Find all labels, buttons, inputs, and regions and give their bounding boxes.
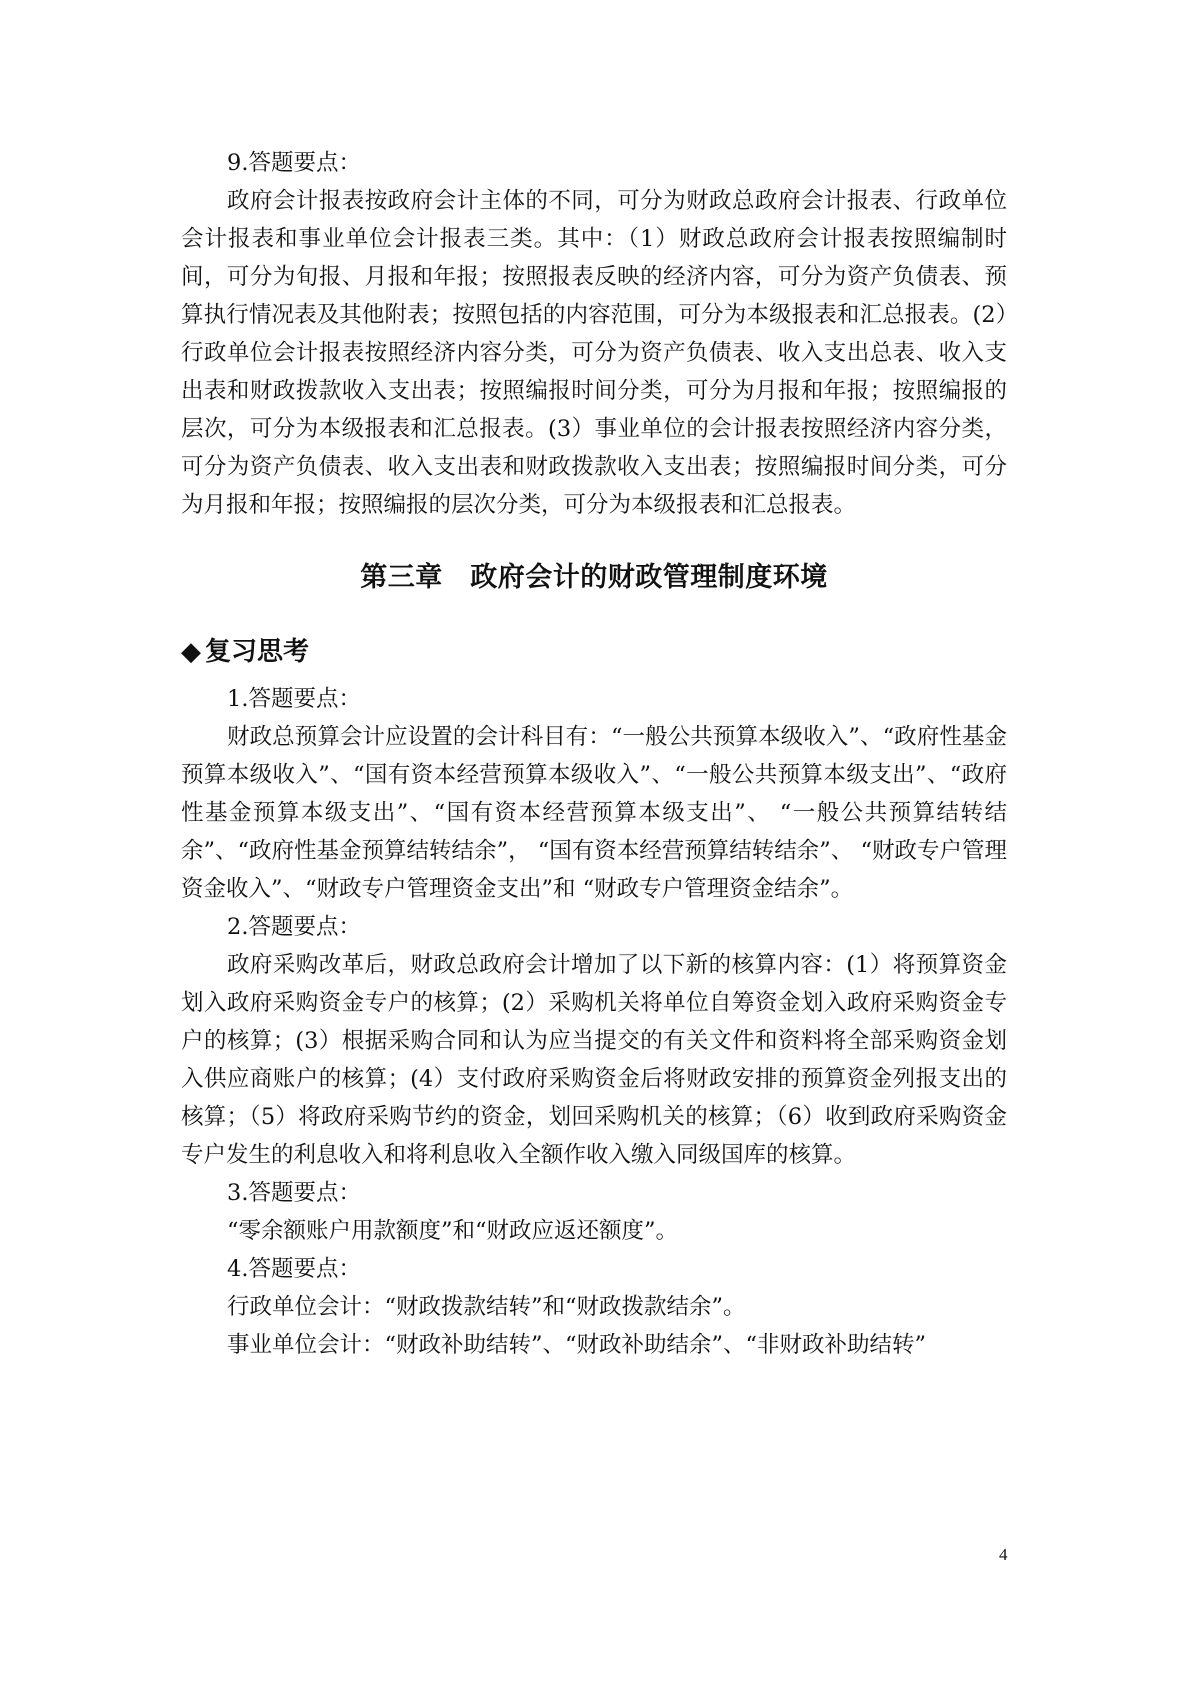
answer-heading-1: 1.答题要点： bbox=[227, 686, 361, 712]
diamond-icon: ◆ bbox=[181, 637, 201, 667]
chapter-title: 第三章 政府会计的财政管理制度环境 bbox=[360, 562, 828, 593]
answer-heading-2: 2.答题要点： bbox=[227, 914, 361, 940]
section-heading bbox=[181, 632, 1007, 672]
answer-line-4b: 事业单位会计：“财政补助结转”、“财政补助结余”、“非财政补助结转” bbox=[227, 1332, 927, 1358]
answer-heading-4: 4.答题要点： bbox=[227, 1256, 361, 1282]
answer-paragraph-1: 财政总预算会计应设置的会计科目有：“一般公共预算本级收入”、“政府性基金预算本级收入”、“国有资本经营预算本级收入”、“一般公共预算本级支出”、“政府性基金预算本级支出”、“国有资本经营预算本级支出”、 “一般公共预算结转结余”、“政府性基金预算结转结余”， “国有资本经营预算结转结余”、 “财政专户管理资金收入”、“财政专户管理资金支出”和 “财政专户管理资金结余”。 bbox=[181, 724, 1007, 902]
answer-paragraph-3: “零余额账户用款额度”和“财政应返还额度”。 bbox=[227, 1218, 679, 1244]
section-heading-label: 复习思考 bbox=[205, 637, 310, 667]
answer-paragraph-2: 政府采购改革后，财政总政府会计增加了以下新的核算内容：(1）将预算资金划入政府采购资金专户的核算；(2）采购机关将单位自筹资金划入政府采购资金专户的核算；(3）根据采购合同和认为应当提交的有关文件和资料将全部采购资金划入供应商账户的核算；(4）支付政府采购资金后将财政安排的预算资金列报支出的核算；（5）将政府采购节约的资金，划回采购机关的核算；（6）收到政府采购资金专户发生的利息收入和将利息收入全额作收入缴入同级国库的核算。 bbox=[181, 952, 1007, 1168]
answer-heading-9: 9.答题要点： bbox=[227, 150, 361, 176]
answer-line-4a: 行政单位会计：“财政拨款结转”和“财政拨款结余”。 bbox=[227, 1294, 746, 1320]
answer-heading-3: 3.答题要点： bbox=[227, 1180, 361, 1206]
answer-paragraph-9: 政府会计报表按政府会计主体的不同，可分为财政总政府会计报表、行政单位会计报表和事业单位会计报表三类。其中：（1）财政总政府会计报表按照编制时间，可分为旬报、月报和年报；按照报表反映的经济内容，可分为资产负债表、预算执行情况表及其他附表；按照包括的内容范围，可分为本级报表和汇总报表。(2）行政单位会计报表按照经济内容分类，可分为资产负债表、收入支出总表、收入支出表和财政拨款收入支出表；按照编报时间分类，可分为月报和年报；按照编报的层次，可分为本级报表和汇总报表。(3）事业单位的会计报表按照经济内容分类，可分为资产负债表、收入支出表和财政拨款收入支出表；按照编报时间分类，可分为月报和年报；按照编报的层次分类，可分为本级报表和汇总报表。 bbox=[181, 188, 1007, 518]
page-number: 4 bbox=[999, 1545, 1008, 1564]
page-content bbox=[181, 144, 1007, 1364]
